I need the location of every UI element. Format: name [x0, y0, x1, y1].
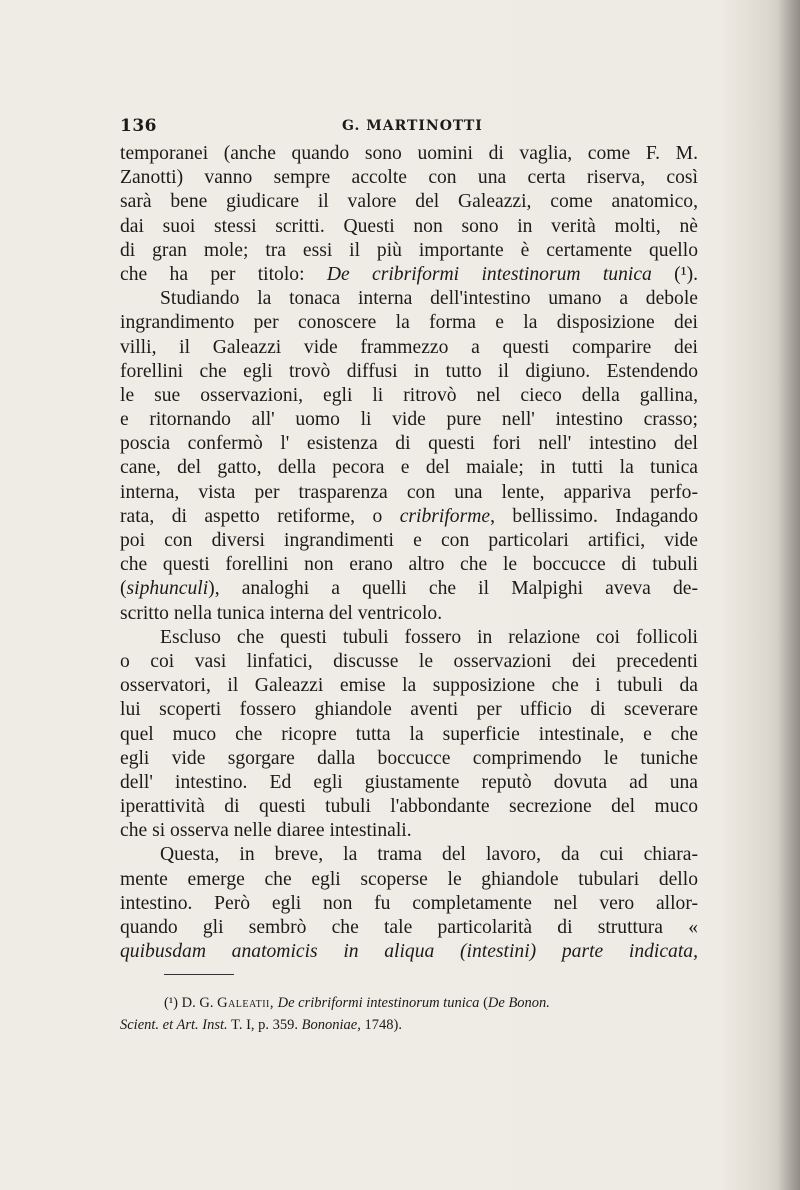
footnote-year: 1748). [364, 1017, 402, 1033]
text-segment: rata, di aspetto retiforme, o [120, 505, 400, 527]
footnote-volume: T. I, p. 359. [231, 1017, 299, 1033]
text-line: osservatori, il Galeazzi emise la supposizione che i tubuli da [120, 675, 698, 697]
italic-term: siphunculi [126, 578, 209, 600]
page-number: 136 [120, 116, 157, 136]
footnote-marker: (¹) [164, 995, 179, 1011]
italic-quotation: quibusdam anatomicis in aliqua (intestini) parte indicata, [120, 941, 698, 963]
text-line: quel muco che ricopre tutta la superficie intestinale, e che [120, 723, 698, 745]
text-line: che questi forellini non erano altro che le boccucce di tubuli [120, 554, 698, 576]
text-line: dell' intestino. Ed egli giustamente reputò dovuta ad una [120, 771, 698, 793]
footnote-initials: D. G. [181, 995, 214, 1011]
italic-title: De cribriformi intestinorum tunica [326, 263, 652, 285]
text-line [120, 940, 698, 964]
text-line: poscia confermò l' esistenza di questi fori nell' intestino del [120, 433, 698, 455]
text-line: Studiando la tonaca interna dell'intestino umano a debole [160, 288, 698, 310]
page-header [120, 116, 700, 140]
text-line: intestino. Però egli non fu completamente nel vero allor- [120, 892, 698, 914]
footnote-paren: ( [483, 995, 488, 1011]
text-line: che si osserva nelle diaree intestinali. [120, 820, 412, 842]
text-segment: ), analoghi a quelli che il Malpighi aveva de- [208, 578, 698, 600]
page-edge-shadow [778, 0, 800, 1190]
text-line: o coi vasi linfatici, discusse le osservazioni dei precedenti [120, 650, 698, 672]
text-line: cane, del gatto, della pecora e del maiale; in tutti la tunica [120, 457, 698, 479]
text-line: dai suoi stessi scritti. Questi non sono in verità molti, nè [120, 215, 698, 237]
text-line: poi con diversi ingrandimenti e con particolari artifici, vide [120, 530, 698, 551]
text-line: forellini che egli trovò diffusi in tutto il digiuno. Estendendo [120, 360, 698, 382]
text-line: Escluso che questi tubuli fossero in relazione coi follicoli [160, 626, 698, 648]
footnote-title: De cribriformi intestinorum tunica [277, 995, 480, 1011]
text-line: egli vide sgorgare dalla boccucce comprimendo le tuniche [120, 747, 698, 769]
footnote-reference: (¹). [651, 263, 699, 285]
text-line: sarà bene giudicare il valore del Galeazzi, come anatomico, [120, 191, 698, 213]
footnote-source: De Bonon. [487, 995, 550, 1011]
footnote-source: Scient. et Art. Inst. [120, 1017, 228, 1033]
text-line: scritto nella tunica interna del ventricolo. [120, 602, 443, 624]
italic-term: cribriforme [399, 505, 491, 527]
text-line: lui scoperti fossero ghiandole aventi per ufficio di sceverare [120, 699, 698, 721]
text-line: interna, vista per trasparenza con una lente, appariva perfo- [120, 481, 698, 503]
text-line: temporanei (anche quando sono uomini di vaglia, come F. M. [120, 143, 698, 164]
text-line: e ritornando all' uomo li vide pure nell' intestino crasso; [120, 409, 698, 431]
footnote-place: Bononiae, [301, 1017, 361, 1033]
footnote [120, 992, 700, 1036]
text-line [120, 263, 698, 287]
running-head: G. MARTINOTTI [342, 118, 483, 134]
footnote-line [120, 1014, 700, 1036]
text-line: di gran mole; tra essi il più importante è certamente quello [120, 239, 698, 261]
text-line [120, 577, 698, 601]
text-line: iperattività di questi tubuli l'abbondante secrezione del muco [120, 796, 698, 818]
text-line: Questa, in breve, la trama del lavoro, da cui chiara- [160, 844, 698, 866]
text-line: mente emerge che egli scoperse le ghiandole tubulari dello [120, 868, 698, 890]
footnote-divider [164, 974, 234, 975]
text-line: ingrandimento per conoscere la forma e la disposizione dei [120, 312, 698, 334]
footnote-line [120, 992, 700, 1014]
body-text [120, 142, 698, 964]
text-segment: ( [120, 578, 127, 600]
text-line: Zanotti) vanno sempre accolte con una certa riserva, così [120, 167, 698, 189]
footnote-author: Galeatii, [217, 995, 275, 1011]
text-line [120, 505, 698, 529]
text-line: villi, il Galeazzi vide frammezzo a questi comparire dei [120, 336, 698, 358]
text-segment: , bellissimo. Indagando [490, 505, 698, 527]
text-segment: che ha per titolo: [120, 263, 327, 285]
text-line: le sue osservazioni, egli li ritrovò nel cieco della gallina, [120, 384, 698, 406]
text-line: quando gli sembrò che tale particolarità di struttura « [120, 917, 698, 938]
